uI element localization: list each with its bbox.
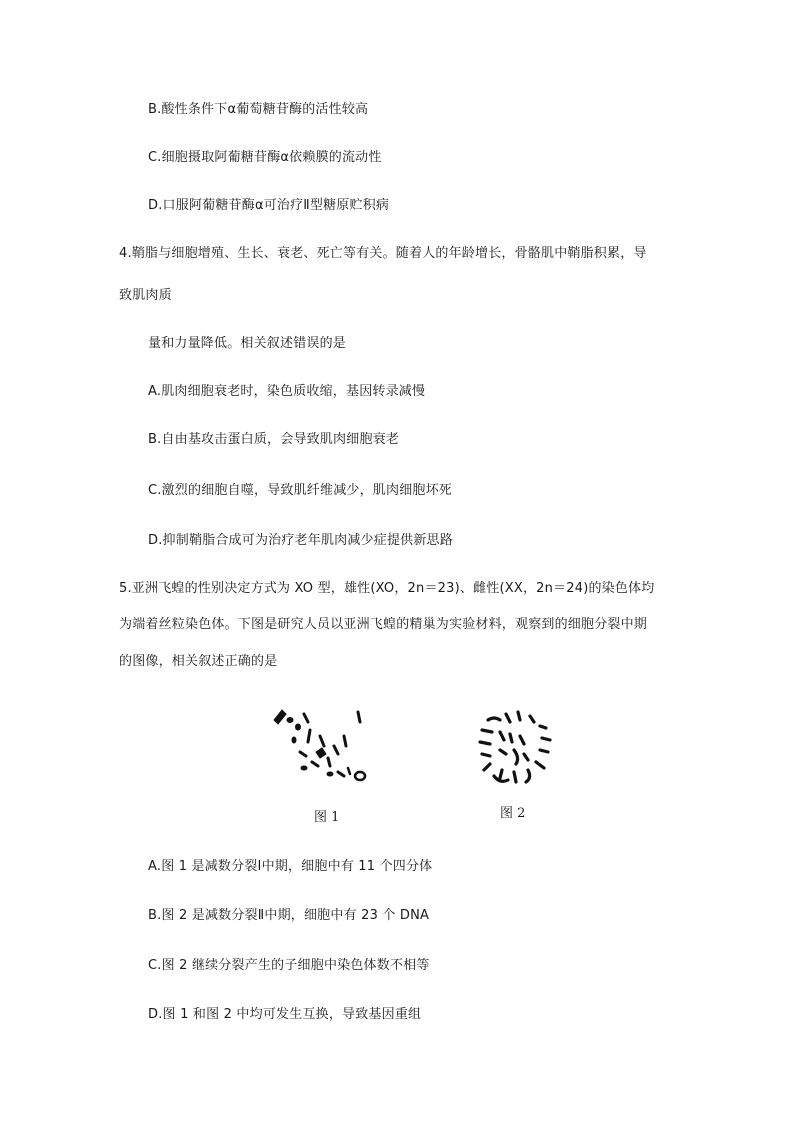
figure-2-caption: 图 2	[500, 806, 526, 821]
text-line-8: B.自由基攻击蛋白质，会导致肌肉细胞衰老	[148, 432, 400, 447]
text-line-14: A.图 1 是减数分裂Ⅰ中期，细胞中有 11 个四分体	[148, 859, 433, 874]
text-line-6: 量和力量降低。相关叙述错误的是	[148, 336, 347, 351]
text-line-16: C.图 2 继续分裂产生的子细胞中染色体数不相等	[148, 958, 430, 973]
figure-1-micrograph	[264, 700, 384, 790]
text-line-10: D.抑制鞘脂合成可为治疗老年肌肉减少症提供新思路	[148, 533, 453, 548]
text-line-11: 5.亚洲飞蝗的性别决定方式为 XO 型，雄性(XO，2n＝23)、雌性(XX，2n＝24)的染色体均	[119, 581, 655, 596]
text-line-9: C.激烈的细胞自噬，导致肌纤维减少，肌肉细胞坏死	[148, 483, 453, 498]
text-line-15: B.图 2 是减数分裂Ⅱ中期，细胞中有 23 个 DNA	[148, 908, 430, 923]
text-line-2: C.细胞摄取阿葡糖苷酶α依赖膜的流动性	[148, 150, 382, 165]
text-line-13: 的图像，相关叙述正确的是	[119, 654, 278, 669]
text-line-4: 4.鞘脂与细胞增殖、生长、衰老、死亡等有关。随着人的年龄增长，骨骼肌中鞘脂积累，导	[119, 246, 647, 261]
figure-2-micrograph	[470, 706, 560, 792]
text-line-7: A.肌肉细胞衰老时，染色质收缩，基因转录减慢	[148, 384, 426, 399]
text-line-1: B.酸性条件下α葡萄糖苷酶的活性较高	[148, 102, 369, 117]
figure-1-caption: 图 1	[314, 810, 340, 825]
text-line-12: 为端着丝粒染色体。下图是研究人员以亚洲飞蝗的精巢为实验材料，观察到的细胞分裂中期	[119, 617, 648, 632]
text-line-17: D.图 1 和图 2 中均可发生互换，导致基因重组	[148, 1007, 422, 1022]
text-line-3: D.口服阿葡糖苷酶α可治疗Ⅱ型糖原贮积病	[148, 198, 390, 213]
text-line-5: 致肌肉质	[119, 288, 172, 303]
